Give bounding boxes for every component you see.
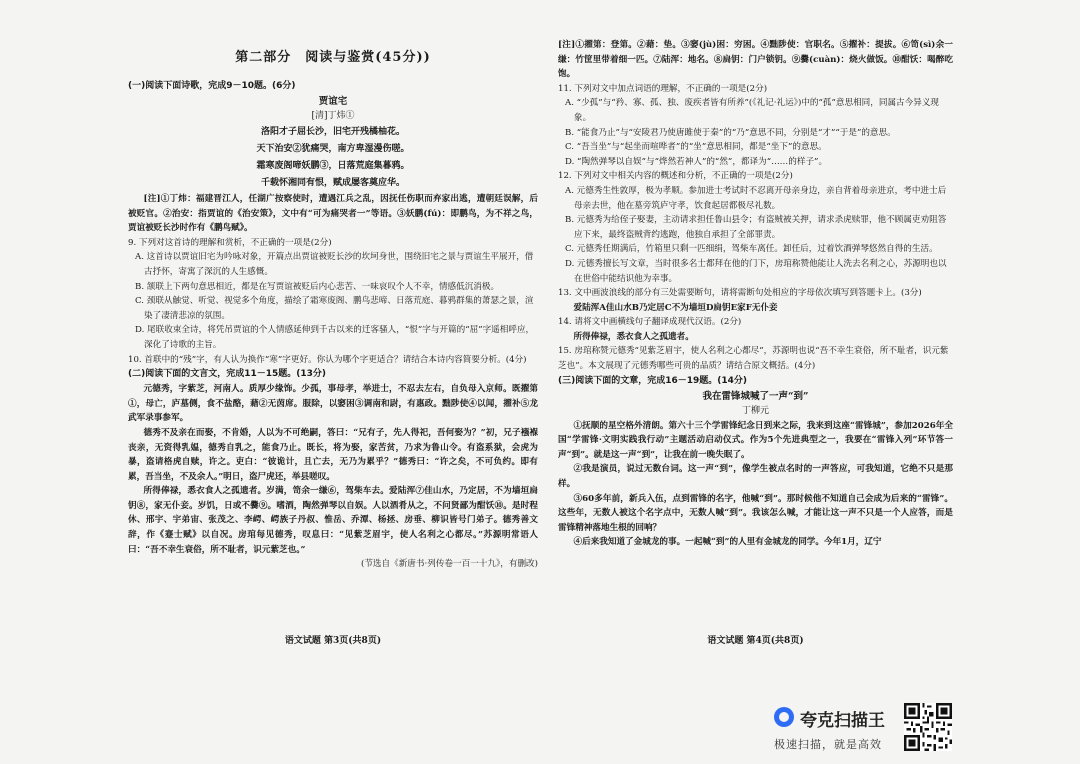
- q9-option-b: B. 颔联上下两句意思相近，都是在写贾谊被贬后内心悲苦、一味哀叹个人不幸，情感低沉消极。: [135, 281, 500, 292]
- part2-heading: (二)阅读下面的文言文，完成11－15题。(13分): [128, 369, 327, 380]
- article-paragraph: ②我是演员，说过无数台词。这一声“到”，像学生被点名时的一声答应，可我知道，它绝不只是那样。: [558, 464, 953, 490]
- part1-heading: (一)阅读下面诗歌，完成9－10题。(6分): [128, 81, 296, 91]
- scanner-brand: 夸克扫描王: [800, 711, 885, 731]
- page-footer: 语文试题 第4页(共8页): [707, 636, 804, 646]
- article-author: 丁柳元: [741, 405, 769, 416]
- left-page: [128, 0, 538, 764]
- q14-text: 所得俸禄，悉衣食人之孤遗者。: [573, 331, 694, 342]
- q9-option-a: A. 这首诗以贾谊旧宅为吟咏对象，开篇点出贾谊被贬长沙的坎坷身世，围绕旧宅之景与贾谊生平展开，借古抒怀，寄寓了深沉的人生感慨。: [135, 252, 534, 277]
- q11-option-d: D. “陶然弹琴以自娱”与“烨然若神人”的“然”，都译为“……的样子”。: [565, 156, 828, 167]
- quark-logo-icon: [774, 707, 794, 727]
- poem-verse: 天下治安②犹痛哭，南方卑湿漫伤嗟。: [256, 144, 410, 154]
- question-14: 14. 请将文中画横线句子翻译成现代汉语。(2分): [558, 317, 742, 328]
- article-paragraph: ④后来我知道了金城龙的事。一起喊“到”的人里有金城龙的同学。今年1月，辽宁: [573, 537, 882, 548]
- question-13: 13. 文中画波浪线的部分有三处需要断句，请将需断句处相应的字母依次填写到答题卡上。(3分): [558, 288, 922, 299]
- poem-note: [注]①丁炜：福建晋江人，任湖广按察使时，遭遇江兵之乱，因抚任伤职而弃家出逃，遭朝廷误解，后被贬官。②治安：指贾谊的《治安策》，文中有“可为痛哭者一”等语。③妖鹏(fú)：即鹏鸟，为不祥之鸟，贾谊被贬长沙时作有《鹏鸟赋》。: [128, 194, 538, 234]
- q11-option-c: C. “吾当坐”与“起坐而喧哗者”的“坐”意思相同，都是“坐下”的意思。: [565, 142, 827, 153]
- article-paragraph: ③60多年前，新兵入伍，点到雷锋的名字，他喊“到”。那时候他不知道自己会成为后来的“雷锋”。这些年，无数人被这个名字点中，无数人喊“到”。我该怎么喊，才能让这一声不只是一个人应答，而是雷锋精神落地生根的回响？: [558, 493, 953, 533]
- wenyan-note: [注]①擢第：登第。②藉：垫。③窭(jù)困：穷困。④黜陟使：官职名。⑤擢补：提拔。⑥笥(sì)余一缣：竹筐里带着细一匹。⑦陆浑：地名。⑧扃钥：门户锁钥。⑨爨(cuàn)：烧火做饭。⑩酣饫：喝醉吃饱。: [558, 40, 953, 80]
- q12-option-d: D. 元德秀擅长写文章，当时很多名士都拜在他的门下，房琯称赞他能让人洗去名利之心，苏源明也以在世俗中能结识他为幸事。: [565, 258, 947, 284]
- wenyan-paragraph: 所得俸禄，悉衣食人之孤遗者。岁满，笥余一缣⑥，驾柴车去。爱陆浑⑦佳山水，乃定居，不为墙垣扃钥⑧，家无仆妾。岁饥，日或不爨⑨。嗜酒，陶然弹琴以自娱。人以酒肴从之，不问贤鄙为酣饫⑩。是时程休、邢宇、宇弟宙、张茂之、李崿、崿族子丹叔、惟岳、乔潭、杨拯、房垂、柳识皆号门弟子。德秀善文辞，作《蹇士赋》以自况。房琯每见德秀，叹息曰：“见紫芝眉宇，使人名利之心都尽。”苏源明常语人曰：“吾不幸生衰俗，所不耻者，识元紫芝也。”: [128, 486, 538, 555]
- q12-option-c: C. 元德秀任期满后，竹箱里只剩一匹细绢，驾柴车离任。卸任后，过着饮酒弹琴悠然自得的生活。: [565, 244, 938, 255]
- poem-author: [清]丁炜①: [311, 111, 355, 121]
- scanner-slogan: 极速扫描，就是高效: [774, 738, 882, 751]
- page-footer: 语文试题 第3页(共8页): [284, 636, 382, 646]
- question-9: 9. 下列对这首诗的理解和赏析，不正确的一项是(2分): [128, 237, 332, 248]
- q11-option-a: A. “少孤”与“矜、寡、孤、独、废疾者皆有所养”(《礼记·礼运》)中的“孤”意思相同，同属古今异义现象。: [565, 98, 940, 123]
- article-title: 我在雷锋城喊了一声“到”: [702, 390, 809, 402]
- q13-text: 爱陆浑A佳山水B乃定居C不为墙垣D扃钥E家F无仆妾: [573, 302, 778, 313]
- poem-verse: 洛阳才子屈长沙，旧宅开残橘柚花。: [260, 127, 405, 137]
- source-citation: (节选自《新唐书·列传卷一百一十九》，有删改): [360, 559, 538, 570]
- scanner-watermark: [768, 703, 954, 755]
- qr-code-icon: [904, 703, 952, 751]
- section-title: 第二部分 阅读与鉴赏(45分)): [235, 50, 431, 65]
- poem-verse: 霜寒废阁啼妖鹏③，日落荒庭集暮鸦。: [256, 161, 410, 171]
- wenyan-paragraph: 元德秀，字紫芝，河南人。质厚少缘饰。少孤，事母孝，举进士，不忍去左右，自负母入京师。既擢第①，母亡，庐墓侧，食不盐酪，藉②无茵席。服除，以窭困③调南和尉，有惠政。黜陟使④以闻，擢补⑤龙武军录事参军。: [128, 384, 538, 424]
- question-15: 15. 房琯称赞元德秀“见紫芝眉宇，使人名利之心都尽”，苏源明也说“吾不幸生衰俗，所不耻者，识元紫芝也”。本文展现了元德秀哪些可贵的品质？请结合原文概括。(4分): [558, 346, 949, 372]
- q12-option-a: A. 元德秀生性敦厚，极为孝顺。参加进士考试时不忍离开母亲身边，亲自背着母亲进京，考中进士后母亲去世，他在墓旁筑庐守孝，饮食起居都极尽礼数。: [565, 185, 947, 211]
- wenyan-paragraph: 德秀不及亲在而娶，不肯婚，人以为不可绝嗣，答曰：“兄有子，先人得祀，吾何娶为？”初，兄子襁褓丧亲，无资得乳媪，德秀自乳之，能食乃止。既长，将为娶，家苦贫，乃求为鲁山令。有盗系狱，会虎为暴，盗请格虎自赎，许之。吏白：“彼诡计，且亡去，无乃为累乎？”德秀曰：“许之矣，不可负约。即有累，吾当坐，不及余人。”明日，盗尸虎还，举县嗟叹。: [128, 427, 538, 482]
- right-page: [558, 0, 953, 764]
- article-paragraph: ①抚顺的星空格外清朗。第六十三个学雷锋纪念日到来之际，我来到这座“雷锋城”，参加2026年全国“学雷锋·文明实践我行动”主题活动启动仪式。作为5个先进典型之一，我要在“雷锋入列”环节答一声“到”。就是这一声“到”，让我在前一晚失眠了。: [558, 420, 953, 460]
- question-11: 11. 下列对文中加点词语的理解，不正确的一项是(2分): [558, 83, 768, 94]
- question-10: 10. 首联中的“残”字，有人认为换作“寒”字更好。你认为哪个字更适合？请结合本诗内容简要分析。(4分): [128, 354, 527, 365]
- part3-heading: (三)阅读下面的文章，完成16－19题。(14分): [558, 375, 748, 386]
- question-12: 12. 下列对文中相关内容的概述和分析，不正确的一项是(2分): [558, 171, 793, 182]
- q12-option-b: B. 元德秀为给侄子娶妻，主动请求担任鲁山县令；有盗贼被关押，请求杀虎赎罪，他不顾属吏劝阻答应下来，最终盗贼背约逃跑，他独自承担了全部罪责。: [565, 215, 947, 240]
- poem-title: 贾谊宅: [318, 96, 348, 107]
- q9-option-d: D. 尾联收束全诗，将凭吊贾谊的个人情感延伸到千古以来的迁客骚人，“恨”字与开篇的“屈”字遥相呼应，深化了诗歌的主旨。: [135, 325, 535, 350]
- q11-option-b: B. “能食乃止”与“安陵君乃使唐雎使于秦”的“乃”意思不同，分别是“才”“于是”的意思。: [565, 127, 896, 138]
- poem-verse: 千载怀湘同有恨，赋成屡客奠应华。: [260, 178, 405, 188]
- q9-option-c: C. 颈联从触觉、听觉、视觉多个角度，描绘了霜寒废阁、鹏鸟悲啼、日落荒庭、暮鸦群集的萧瑟之景，渲染了凄清悲凉的氛围。: [135, 296, 534, 321]
